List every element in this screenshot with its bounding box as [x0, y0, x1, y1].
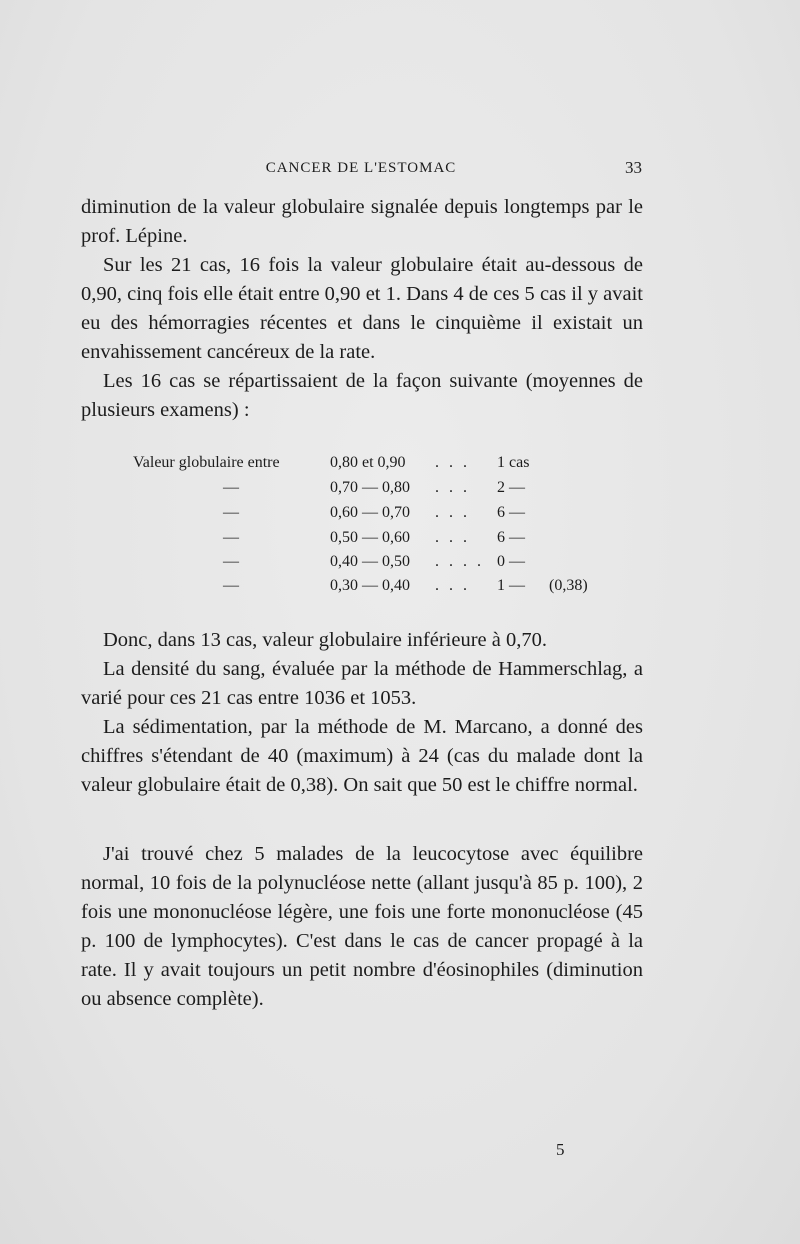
row-note: (0,38)	[549, 577, 588, 594]
page-header	[80, 158, 642, 180]
row-label: —	[223, 553, 239, 570]
row-range: 0,50 — 0,60	[330, 529, 410, 546]
row-count: 2 —	[497, 479, 525, 496]
paragraph-7: J'ai trouvé chez 5 malades de la leucocytose avec équilibre normal, 10 fois de la polynucléose nette (allant jusqu'à 85 p. 100), 2 fois une mononucléose légère, une fois une forte mononucléose (45 p. 100 de lymphocytes). C'est dans le cas de cancer propagé à la rate. Il y avait toujours un petit nombre d'éosinophiles (diminution ou absence complète).	[81, 843, 643, 1010]
row-count: 6 —	[497, 529, 525, 546]
paragraph-3: Les 16 cas se répartissaient de la façon suivante (moyennes de plusieurs examens) :	[81, 370, 643, 421]
row-label: Valeur globulaire entre	[133, 454, 280, 471]
row-leader-dots: . . .	[435, 454, 470, 471]
running-title: CANCER DE L'ESTOMAC	[265, 160, 457, 176]
row-leader-dots: . . .	[435, 577, 470, 594]
row-range: 0,40 — 0,50	[330, 553, 410, 570]
row-leader-dots: . . .	[435, 479, 470, 496]
row-label: —	[223, 479, 239, 496]
row-label: —	[223, 577, 239, 594]
row-range: 0,60 — 0,70	[330, 504, 410, 521]
paragraph-1: diminution de la valeur globulaire signalée depuis longtemps par le prof. Lépine.	[81, 196, 643, 247]
row-count: 1 —	[497, 577, 525, 594]
row-label: —	[223, 504, 239, 521]
paragraph-2: Sur les 21 cas, 16 fois la valeur globulaire était au-dessous de 0,90, cinq fois elle était entre 0,90 et 1. Dans 4 de ces 5 cas il y avait eu des hémorragies récentes et dans le cinquième il existait un envahissement cancéreux de la rate.	[81, 254, 643, 363]
row-range: 0,80 et 0,90	[330, 454, 406, 471]
row-range: 0,30 — 0,40	[330, 577, 410, 594]
row-leader-dots: . . . .	[435, 553, 484, 570]
paragraph-5: La densité du sang, évaluée par la méthode de Hammerschlag, a varié pour ces 21 cas entre 1036 et 1053.	[81, 658, 643, 709]
row-leader-dots: . . .	[435, 504, 470, 521]
row-leader-dots: . . .	[435, 529, 470, 546]
row-count: 0 —	[497, 553, 525, 570]
row-range: 0,70 — 0,80	[330, 479, 410, 496]
paragraph-4: Donc, dans 13 cas, valeur globulaire inférieure à 0,70.	[103, 629, 548, 651]
row-count: 1 cas	[497, 454, 530, 471]
page-number: 33	[625, 158, 642, 177]
signature-mark: 5	[556, 1140, 565, 1159]
paragraph-6: La sédimentation, par la méthode de M. Marcano, a donné des chiffres s'étendant de 40 (maximum) à 24 (cas du malade dont la valeur globulaire était de 0,38). On sait que 50 est le chiffre normal.	[81, 716, 643, 796]
row-label: —	[223, 529, 239, 546]
row-count: 6 —	[497, 504, 525, 521]
